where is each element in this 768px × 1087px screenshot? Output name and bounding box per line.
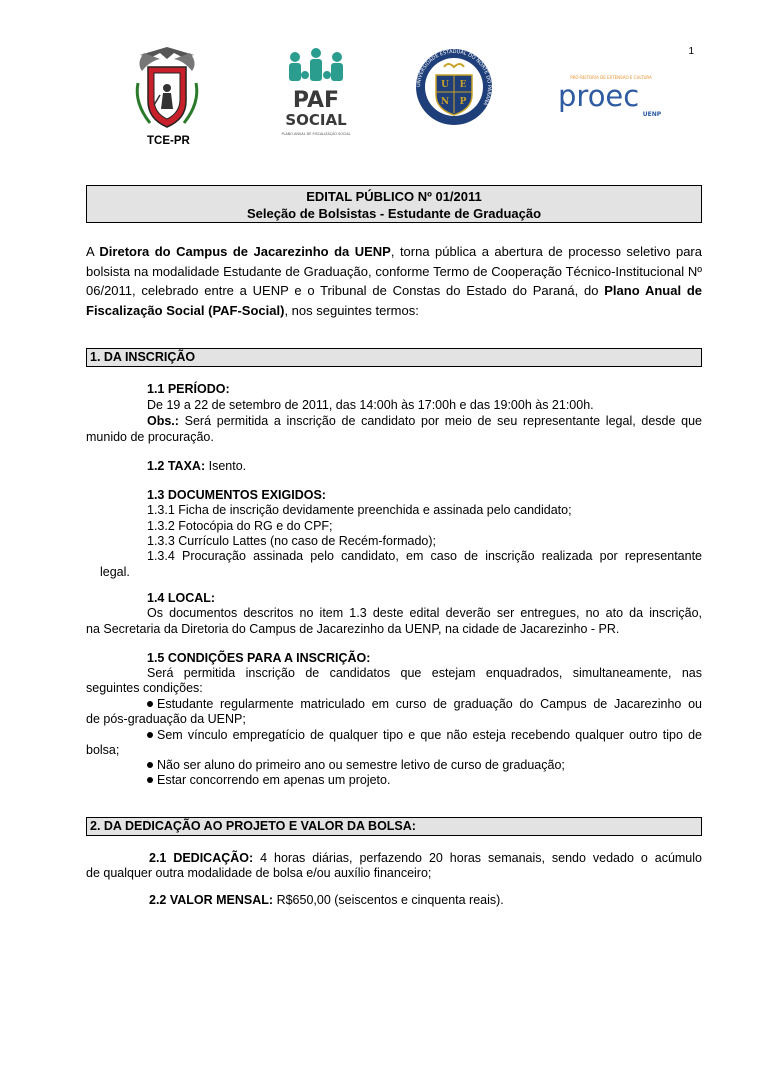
dedicacao-cont: de qualquer outra modalidade de bolsa e/ou auxílio financeiro;	[86, 866, 432, 880]
section-1-heading: 1. DA INSCRIÇÃO	[86, 348, 702, 367]
cond-text-cont: seguintes condições:	[86, 681, 203, 695]
paf-social-logo	[275, 45, 357, 143]
uenp-letter-p: P	[459, 97, 467, 107]
periodo-text: De 19 a 22 de setembro de 2011, das 14:00h às 17:00h e das 19:00h às 21:00h.	[147, 398, 594, 412]
intro-paragraph: A Diretora do Campus de Jacarezinho da UENP, torna pública a abertura de processo seletivo para bolsista na modalidade Estudante de Graduação, conforme Termo de Cooperação Técnico-Institucional Nº 06/2011, celebrado entre a UENP e o Tribunal de Constas do Estado do Paraná, do Plano Anual de Fiscalização Social (PAF-Social), nos seguintes termos:	[86, 244, 702, 318]
cond-bullet-2: Sem vínculo empregatício de qualquer tipo e que não esteja recebendo qualquer outro tipo de	[86, 728, 702, 744]
proec-top-text: PRÓ-REITORIA DE EXTENSÃO E CULTURA	[570, 75, 652, 80]
edital-title: EDITAL PÚBLICO Nº 01/2011	[306, 189, 482, 204]
paf-bottom-text: SOCIAL	[285, 111, 347, 129]
cond-bullet-4: Estar concorrendo em apenas um projeto.	[86, 773, 702, 789]
obs-text-cont: munido de procuração.	[86, 430, 214, 444]
cond-bullet-1: Estudante regularmente matriculado em curso de graduação do Campus de Jacarezinho ou	[86, 697, 702, 713]
paf-caption-text: PLANO ANUAL DE FISCALIZAÇÃO SOCIAL	[281, 132, 351, 136]
periodo-title: 1.1 PERÍODO:	[147, 382, 230, 396]
intro-bold-paf: Plano Anual de Fiscalização Social (PAF-Social)	[86, 283, 702, 318]
proec-logo	[556, 72, 666, 118]
taxa-line: 1.2 TAXA: Isento.	[147, 459, 247, 473]
bullet-icon	[147, 732, 153, 738]
intro-bold-diretora: Diretora do Campus de Jacarezinho da UENP	[99, 244, 391, 259]
tce-pr-label: TCE-PR	[147, 135, 190, 147]
obs-text: Obs.: Será permitida a inscrição de candidato por meio de seu representante legal, desde que	[147, 414, 702, 428]
page-number: 1	[688, 46, 694, 57]
cond-bullet-3: Não ser aluno do primeiro ano ou semestre letivo de curso de graduação;	[86, 758, 702, 774]
paf-top-text: PAF	[292, 88, 340, 113]
uenp-letter-u: U	[441, 80, 449, 90]
cond-bullet-1-cont: de pós-graduação da UENP;	[86, 712, 246, 726]
uenp-letter-n: N	[440, 97, 450, 107]
bullet-icon	[147, 777, 153, 783]
valor-line: 2.2 VALOR MENSAL: R$650,00 (seiscentos e cinquenta reais).	[149, 893, 504, 907]
docs-title: 1.3 DOCUMENTOS EXIGIDOS:	[147, 488, 326, 502]
doc-item: 1.3.1 Ficha de inscrição devidamente preenchida e assinada pelo candidato;	[147, 503, 572, 517]
doc-item: 1.3.3 Currículo Lattes (no caso de Recém-formado);	[147, 534, 437, 548]
doc-item: 1.3.2 Fotocópia do RG e do CPF;	[147, 519, 333, 533]
tce-pr-coat-of-arms-logo	[130, 43, 204, 133]
local-title: 1.4 LOCAL:	[147, 591, 216, 605]
local-text: Os documentos descritos no item 1.3 deste edital deverão ser entregues, no ato da inscrição,	[147, 606, 702, 620]
uenp-ring-text: UNIVERSIDADE ESTADUAL DO NORTE DO PARANÁ	[415, 48, 493, 107]
edital-title-box	[86, 185, 702, 223]
cond-title: 1.5 CONDIÇÕES PARA A INSCRIÇÃO:	[147, 651, 371, 665]
dedicacao-line: 2.1 DEDICAÇÃO: 4 horas diárias, perfazendo 20 horas semanais, sendo vedado o acúmulo	[149, 851, 702, 865]
section-2-heading: 2. DA DEDICAÇÃO AO PROJETO E VALOR DA BOLSA:	[86, 817, 702, 836]
local-text-cont: na Secretaria da Diretoria do Campus de Jacarezinho da UENP, na cidade de Jacarezinho - PR.	[86, 622, 620, 636]
doc-item: 1.3.4 Procuração assinada pelo candidato, em caso de inscrição realizada por representante	[147, 549, 702, 563]
doc-item-cont: legal.	[100, 565, 130, 579]
cond-bullet-2-cont: bolsa;	[86, 743, 120, 757]
edital-subtitle: Seleção de Bolsistas - Estudante de Graduação	[246, 206, 542, 221]
proec-word: proec	[558, 79, 640, 113]
uenp-letter-e: E	[459, 80, 467, 90]
bullet-icon	[147, 701, 153, 707]
bullet-icon	[147, 762, 153, 768]
cond-text: Será permitida inscrição de candidatos que estejam enquadrados, simultaneamente, nas	[147, 666, 702, 680]
uenp-logo	[414, 45, 494, 129]
proec-sub: UENP	[642, 111, 662, 118]
